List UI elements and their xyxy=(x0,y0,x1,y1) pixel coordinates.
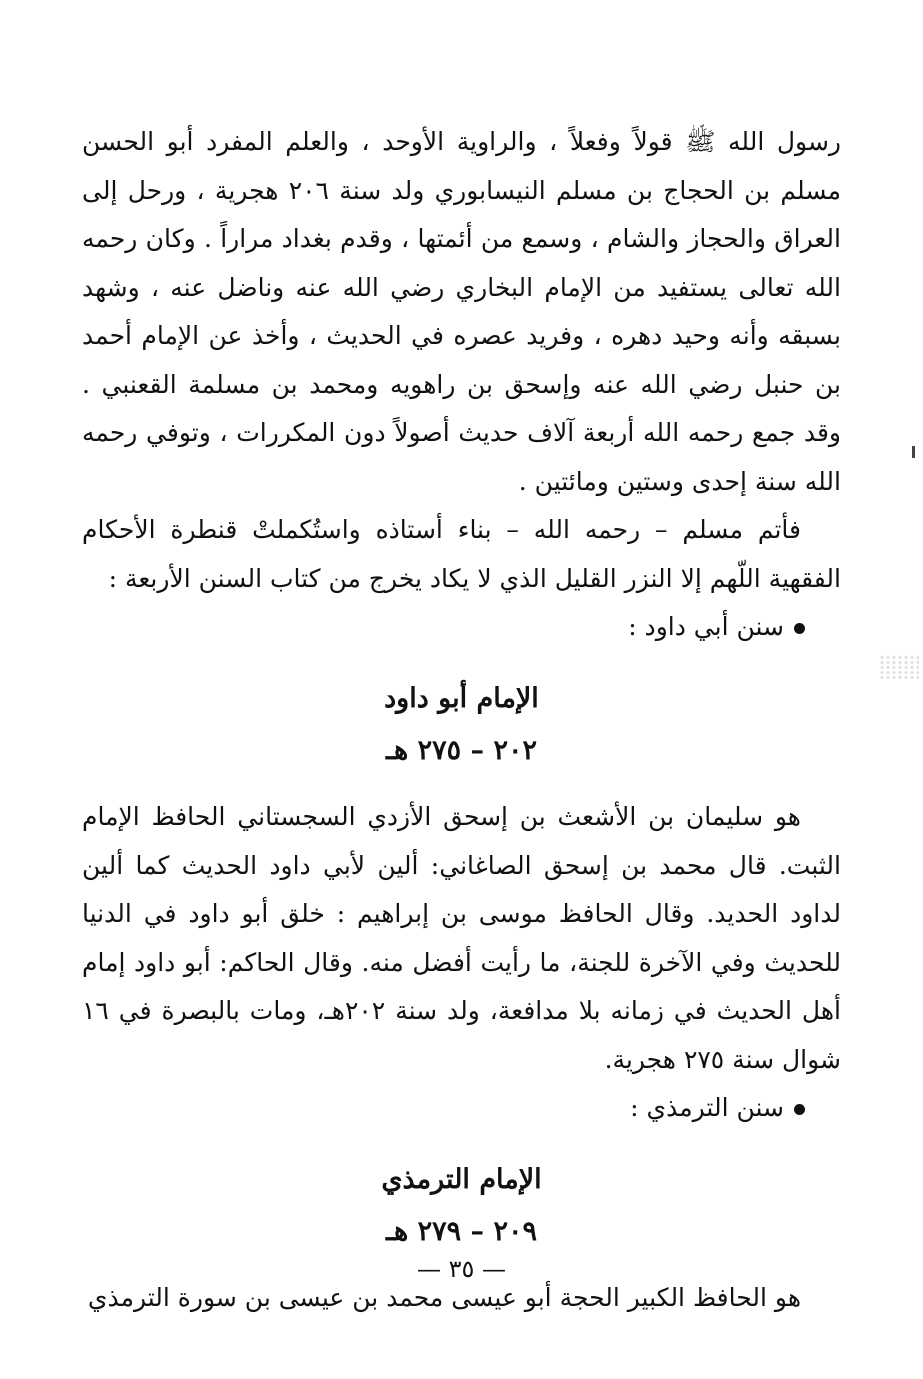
page-number: — ٣٥ — xyxy=(416,1255,507,1283)
paragraph-abu-dawud-bio: هو سليمان بن الأشعث بن إسحق الأزدي السجستاني الحافظ الإمام الثبت. قال محمد بن إسحق الصاغاني: ألين لأبي داود الحديث كما ألين لداود الحديد. وقال الحافظ موسى بن إبراهيم : خلق أبو داود في الدنيا للحديث وفي الآخرة للجنة، ما رأيت أفضل منه. وقال الحاكم: أبو داود إمام أهل الحديث في زمانه بلا مدافعة، ولد سنة ٢٠٢هـ، ومات بالبصرة في ١٦ شوال سنة ٢٧٥ هجرية. xyxy=(82,802,841,1074)
scan-speck xyxy=(879,655,919,679)
bullet-sunan-tirmidhi xyxy=(82,1084,841,1132)
heading-abu-dawud-years: ٢٠٢ – ٢٧٥ هـ xyxy=(386,735,537,766)
heading-tirmidhi-years: ٢٠٩ – ٢٧٩ هـ xyxy=(386,1216,537,1247)
paragraph-tirmidhi-bio: هو الحافظ الكبير الحجة أبو عيسى محمد بن عيسى بن سورة الترمذي xyxy=(87,1283,801,1312)
bullet-sunan-abi-dawud xyxy=(82,603,841,651)
bullet-dot-icon xyxy=(794,623,805,634)
heading-abu-dawud: الإمام أبو داود xyxy=(384,683,539,714)
paragraph-muslim-bio: رسول الله ﷺ قولاً وفعلاً ، والراوية الأوحد ، والعلم المفرد أبو الحسن مسلم بن الحجاج بن مسلم النيسابوري ولد سنة ٢٠٦ هجرية ، ورحل إلى العراق والحجاز والشام ، وسمع من أئمتها ، وقدم بغداد مراراً . وكان رحمه الله تعالى يستفيد من الإمام البخاري رضي الله عنه وناضل عنه ، وشهد بسبقه وأنه وحيد دهره ، وفريد عصره في الحديث ، وأخذ عن الإمام أحمد بن حنبل رضي الله عنه وإسحق بن راهويه ومحمد بن مسلمة القعنبي . وقد جمع رحمه الله أربعة آلاف حديث أصولاً دون المكررات ، وتوفي رحمه الله سنة إحدى وستين ومائتين . xyxy=(82,127,842,496)
heading-tirmidhi: الإمام الترمذي xyxy=(381,1164,542,1195)
bullet-label: سنن أبي داود : xyxy=(628,612,784,641)
paragraph-muslim-completion: فأتم مسلم – رحمه الله – بناء أستاذه واستُكملتْ قنطرة الأحكام الفقهية اللّهم إلا النزر القليل الذي لا يكاد يخرج من كتاب السنن الأربعة : xyxy=(82,515,841,593)
bullet-label: سنن الترمذي : xyxy=(630,1093,784,1122)
scan-mark xyxy=(912,446,915,458)
bullet-dot-icon xyxy=(794,1104,805,1115)
